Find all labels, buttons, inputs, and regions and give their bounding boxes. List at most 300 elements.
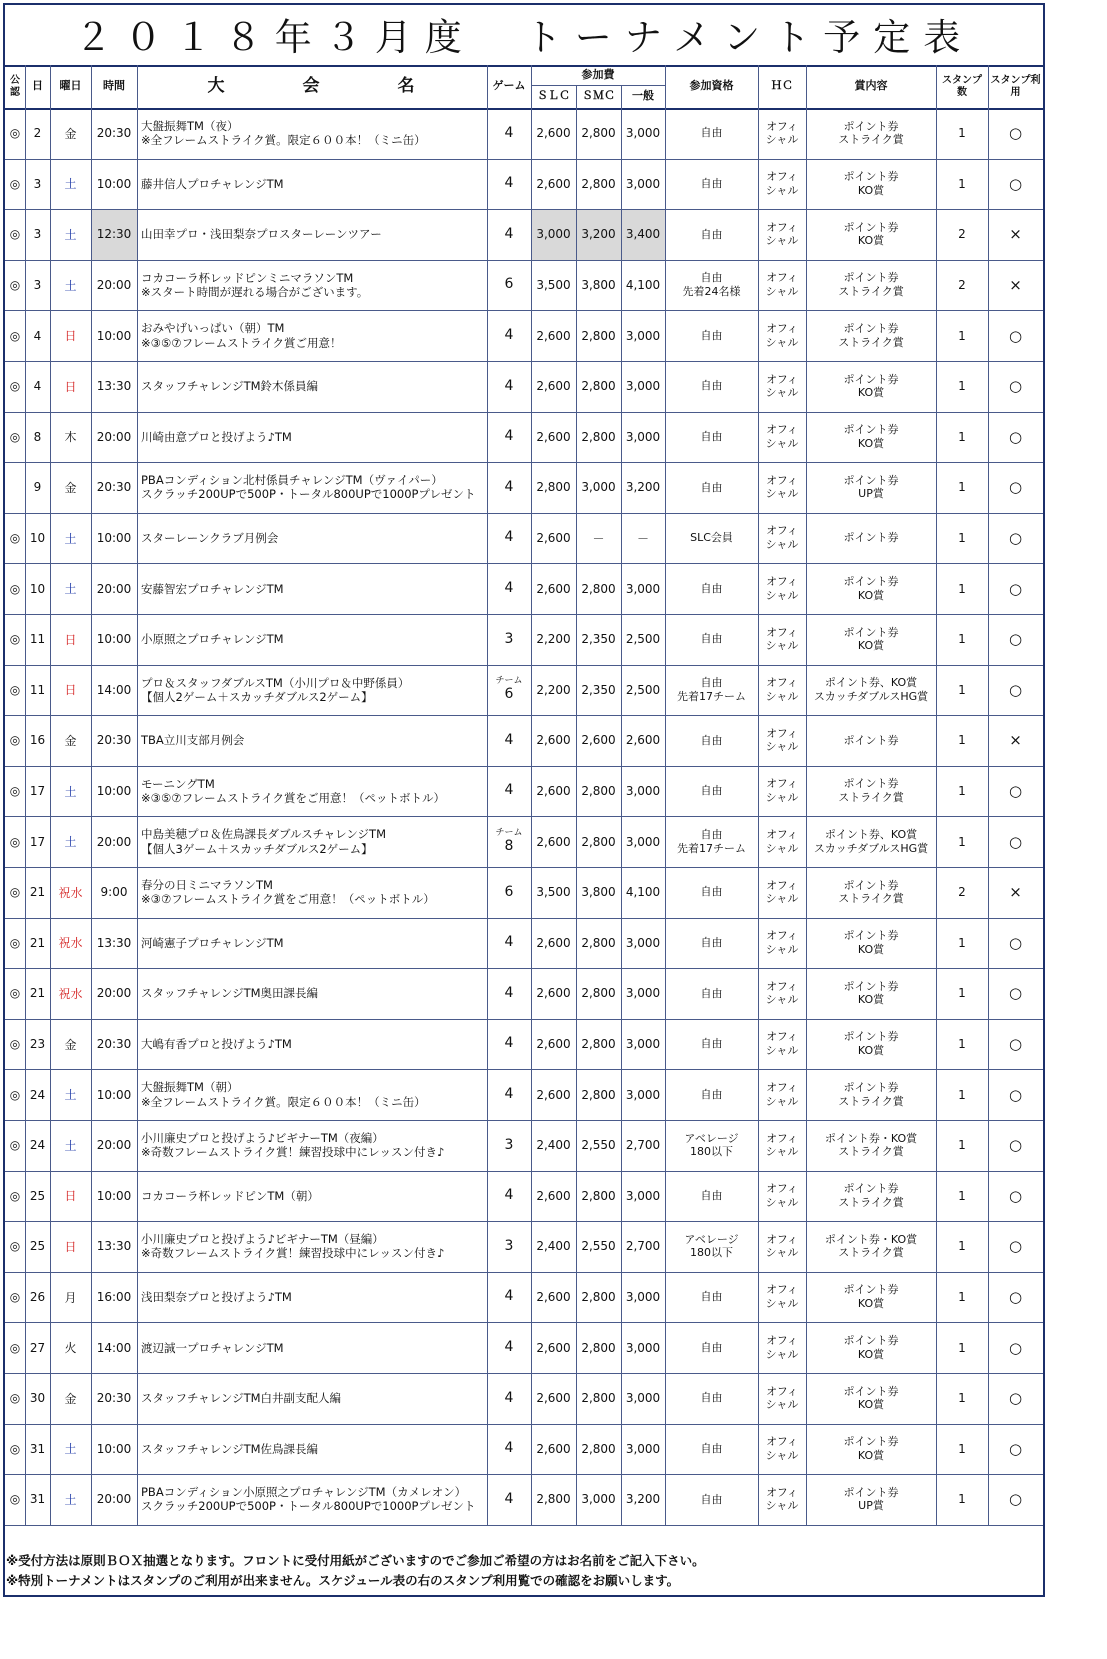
eligibility-cell <box>665 665 758 716</box>
games-count: 4 <box>504 579 514 596</box>
prize-line1: ポイント券 <box>843 531 899 545</box>
day-cell: 23 <box>29 1037 46 1052</box>
prize-line1: ポイント券 <box>843 321 899 335</box>
hc-cell <box>758 1171 806 1222</box>
games-cell <box>487 766 531 817</box>
hc-cell <box>758 412 806 463</box>
row-divider <box>5 1525 1043 1526</box>
eligibility-line1: 自由 <box>700 1391 723 1405</box>
games-count: 8 <box>504 837 514 854</box>
fee-smc: 2,800 <box>581 176 616 191</box>
hc-cell <box>758 614 806 665</box>
prize-cell <box>806 1272 936 1323</box>
games-cell <box>487 918 531 969</box>
weekday-cell: 土 <box>64 784 77 799</box>
tournament-name-cell <box>137 412 487 463</box>
prize-cell <box>806 715 936 766</box>
prize-line2: ストライク賞 <box>838 1195 904 1209</box>
column-divider <box>50 65 51 1525</box>
hc-line1: オフィ <box>766 1384 798 1398</box>
fee-smc: 2,800 <box>581 1087 616 1102</box>
games-cell <box>487 1474 531 1525</box>
hc-line2: シャル <box>765 285 799 299</box>
stamp-use-cell: ○ <box>1008 1186 1023 1205</box>
games-count: 6 <box>504 276 514 293</box>
tournament-name: PBAコンディション北村係員チャレンジTM（ヴァイパー） <box>141 473 443 488</box>
tournament-note: ※③⑦フレームストライク賞をご用意！（ペットボトル） <box>141 892 435 907</box>
eligibility-line1: 自由 <box>700 936 723 950</box>
day-cell: 2 <box>33 126 42 141</box>
fee-smc: 2,800 <box>581 126 616 141</box>
weekday-cell: 土 <box>64 1088 77 1103</box>
hc-cell <box>758 1474 806 1525</box>
games-cell <box>487 1221 531 1272</box>
prize-line2: ストライク賞 <box>838 133 904 147</box>
prize-line2: ストライク賞 <box>838 285 904 299</box>
eligibility-cell <box>665 462 758 513</box>
row-divider <box>5 1171 1043 1172</box>
prize-line2: KO賞 <box>857 1448 885 1462</box>
hc-line1: オフィ <box>766 1232 798 1246</box>
stamp-use-cell: ○ <box>1008 1136 1023 1155</box>
hc-line1: オフィ <box>766 1030 798 1044</box>
stamp-use-cell: ○ <box>1008 1490 1023 1509</box>
games-count: 4 <box>504 1035 514 1052</box>
eligibility-line1: 自由 <box>700 328 723 342</box>
header-slc: ＳＬＣ <box>537 89 570 103</box>
tournament-name: 川崎由意プロと投げよう♪TM <box>141 429 292 444</box>
eligibility-line1: 自由 <box>700 1492 723 1506</box>
hc-cell <box>758 766 806 817</box>
prize-line1: ポイント券 <box>843 170 899 184</box>
fee-general: 4,100 <box>625 885 661 900</box>
prize-line2: KO賞 <box>857 436 885 450</box>
fee-general: 3,000 <box>625 176 661 191</box>
day-cell: 17 <box>29 784 46 799</box>
games-cell <box>487 1424 531 1475</box>
fee-general: 3,200 <box>625 1492 661 1507</box>
fee-slc: 2,600 <box>536 1037 571 1052</box>
weekday-cell: 金 <box>64 733 77 748</box>
fee-smc: 2,600 <box>581 733 616 748</box>
prize-line2: KO賞 <box>857 942 885 956</box>
stamp-use-cell: × <box>1009 276 1022 295</box>
stamp-use-cell: ○ <box>1008 1389 1023 1408</box>
hc-line1: オフィ <box>766 1435 798 1449</box>
prize-line1: ポイント券 <box>843 423 899 437</box>
prize-cell <box>806 1019 936 1070</box>
weekday-cell: 土 <box>64 531 77 546</box>
games-cell <box>487 968 531 1019</box>
tournament-note: スクラッチ200UPで500P・トータル800UPで1000Pプレゼント <box>141 1499 476 1514</box>
prize-cell <box>806 867 936 918</box>
games-cell <box>487 816 531 867</box>
tournament-name: 小川廉史プロと投げよう♪ビギナーTM（夜編） <box>141 1130 384 1145</box>
tournament-name-cell <box>137 1474 487 1525</box>
hc-line2: シャル <box>765 234 799 248</box>
games-cell <box>487 209 531 260</box>
games-count: 6 <box>504 883 514 900</box>
games-count: 4 <box>504 377 514 394</box>
weekday-cell: 日 <box>64 1239 77 1254</box>
fee-general: 3,000 <box>625 1391 661 1406</box>
eligibility-line1: 自由 <box>700 1037 723 1051</box>
time-cell: 14:00 <box>96 1340 132 1355</box>
hc-line1: オフィ <box>766 423 798 437</box>
time-cell: 14:00 <box>96 682 132 697</box>
stamp-use-cell: ○ <box>1008 377 1023 396</box>
games-count: 4 <box>504 1288 514 1305</box>
header-weekday: 曜日 <box>59 79 82 93</box>
time-cell: 20:30 <box>96 480 132 495</box>
weekday-cell: 日 <box>64 379 77 394</box>
hc-line1: オフィ <box>766 1485 798 1499</box>
row-divider <box>5 1322 1043 1323</box>
day-cell: 25 <box>29 1188 46 1203</box>
hc-cell <box>758 159 806 210</box>
fee-general: 3,000 <box>625 379 661 394</box>
eligibility-cell <box>665 1322 758 1373</box>
fee-smc: 2,800 <box>581 986 616 1001</box>
games-cell <box>487 108 531 159</box>
eligibility-line2: 180以下 <box>690 1145 733 1159</box>
eligibility-cell <box>665 816 758 867</box>
prize-cell <box>806 563 936 614</box>
prize-line1: ポイント券 <box>843 1435 899 1449</box>
tournament-name-cell <box>137 1272 487 1323</box>
weekday-cell: 月 <box>64 1290 77 1305</box>
hc-line1: オフィ <box>766 524 798 538</box>
tournament-name: 安藤智宏プロチャレンジTM <box>141 581 284 596</box>
prize-line2: KO賞 <box>857 1347 885 1361</box>
stamps-cell: 1 <box>958 429 966 444</box>
official-mark: ◎ <box>9 682 21 697</box>
day-cell: 21 <box>29 986 46 1001</box>
prize-line2: ストライク賞 <box>838 335 904 349</box>
eligibility-cell <box>665 108 758 159</box>
hc-cell <box>758 209 806 260</box>
tournament-name: 大盤振舞TM（朝） <box>141 1080 239 1095</box>
fee-general: 3,000 <box>625 1441 661 1456</box>
stamp-use-cell: ○ <box>1008 1085 1023 1104</box>
time-cell: 10:00 <box>96 1441 132 1456</box>
hc-line1: オフィ <box>766 473 798 487</box>
tournament-note: ※③⑤⑦フレームストライク賞ご用意！ <box>141 335 342 350</box>
tournament-name-cell <box>137 209 487 260</box>
prize-line1: ポイント券 <box>843 1182 899 1196</box>
row-divider <box>5 1120 1043 1121</box>
time-cell: 20:30 <box>96 1391 132 1406</box>
tournament-name: 河崎憲子プロチャレンジTM <box>141 935 284 950</box>
tournament-note: スクラッチ200UPで500P・トータル800UPで1000Pプレゼント <box>141 487 476 502</box>
stamp-use-cell: ○ <box>1008 124 1023 143</box>
day-cell: 4 <box>33 328 42 343</box>
weekday-cell: 土 <box>64 1138 77 1153</box>
tournament-name: 山田幸プロ・浅田梨奈プロスターレーンツアー <box>141 227 382 242</box>
fee-slc: 2,600 <box>536 328 571 343</box>
fee-slc: 2,800 <box>536 1492 571 1507</box>
eligibility-line1: 自由 <box>700 227 723 241</box>
weekday-cell: 祝水 <box>58 936 83 951</box>
hc-cell <box>758 1221 806 1272</box>
fee-general: 3,000 <box>625 784 661 799</box>
eligibility-line1: 自由 <box>700 126 723 140</box>
tournament-name: コカコーラ杯レッドピンTM（朝） <box>141 1188 319 1203</box>
fee-smc: 2,350 <box>581 632 616 647</box>
hc-line1: オフィ <box>766 726 798 740</box>
day-cell: 8 <box>33 429 42 444</box>
tournament-name-cell <box>137 513 487 564</box>
fee-smc: 2,800 <box>581 1340 616 1355</box>
fee-smc: 2,800 <box>581 935 616 950</box>
fee-smc: 2,800 <box>581 1290 616 1305</box>
time-cell: 20:30 <box>96 126 132 141</box>
fee-smc: 2,800 <box>581 1441 616 1456</box>
eligibility-cell <box>665 1373 758 1424</box>
fee-general: 3,000 <box>625 126 661 141</box>
hc-line1: オフィ <box>766 777 798 791</box>
row-divider <box>5 1474 1043 1475</box>
row-divider <box>531 85 665 86</box>
official-mark: ◎ <box>9 531 21 546</box>
fee-slc: 2,600 <box>536 733 571 748</box>
eligibility-cell <box>665 1272 758 1323</box>
eligibility-line1: 自由 <box>700 177 723 191</box>
games-count: 3 <box>504 630 514 647</box>
footer-note-2: ※特別トーナメントはスタンプのご利用が出来ません。スケジュール表の右のスタンプ利用覧での確認をお願いします。 <box>6 1573 680 1588</box>
fee-slc: 2,200 <box>536 682 571 697</box>
prize-line2: ストライク賞 <box>838 791 904 805</box>
row-divider <box>5 412 1043 413</box>
hc-cell <box>758 665 806 716</box>
stamps-cell: 1 <box>958 328 966 343</box>
eligibility-line1: 自由 <box>700 581 723 595</box>
row-divider <box>5 260 1043 261</box>
hc-line2: シャル <box>765 133 799 147</box>
team-label: チーム <box>495 828 523 839</box>
row-divider <box>5 65 1043 67</box>
tournament-name-cell <box>137 614 487 665</box>
fee-smc: 2,800 <box>581 379 616 394</box>
header-smc: ＳＭＣ <box>582 89 615 103</box>
hc-line1: オフィ <box>766 321 798 335</box>
row-divider <box>5 361 1043 362</box>
stamps-cell: 1 <box>958 682 966 697</box>
games-cell <box>487 1019 531 1070</box>
column-divider <box>137 65 138 1525</box>
tournament-name: TBA立川支部月例会 <box>141 733 245 748</box>
stamps-cell: 1 <box>958 480 966 495</box>
stamps-cell: 1 <box>958 1138 966 1153</box>
fee-slc: 2,800 <box>536 480 571 495</box>
fee-slc: 2,600 <box>536 986 571 1001</box>
tournament-name-cell <box>137 918 487 969</box>
games-cell <box>487 1272 531 1323</box>
fee-general: 3,000 <box>625 1188 661 1203</box>
tournament-name: 大嶋有香プロと投げよう♪TM <box>141 1036 292 1051</box>
fee-slc: 2,600 <box>536 834 571 849</box>
stamp-use-cell: ○ <box>1008 1288 1023 1307</box>
eligibility-line1: 自由 <box>700 885 723 899</box>
eligibility-cell <box>665 1069 758 1120</box>
time-cell: 10:00 <box>96 176 132 191</box>
time-cell: 10:00 <box>96 531 132 546</box>
prize-cell <box>806 209 936 260</box>
fee-slc: 2,600 <box>536 784 571 799</box>
row-divider <box>5 462 1043 463</box>
stamps-cell: 1 <box>958 1492 966 1507</box>
prize-line2: UP賞 <box>858 1499 884 1513</box>
fee-slc: 2,600 <box>536 935 571 950</box>
stamp-use-cell: ○ <box>1008 1237 1023 1256</box>
day-cell: 3 <box>33 176 42 191</box>
games-count: 4 <box>504 1490 514 1507</box>
fee-smc: 2,550 <box>581 1239 616 1254</box>
prize-line2: KO賞 <box>857 1297 885 1311</box>
games-cell <box>487 260 531 311</box>
tournament-note: ※③⑤⑦フレームストライク賞をご用意！（ペットボトル） <box>141 791 446 806</box>
tournament-name: 春分の日ミニマラソンTM <box>141 877 273 892</box>
fee-slc: 2,600 <box>536 581 571 596</box>
hc-line1: オフィ <box>766 827 798 841</box>
hc-cell <box>758 968 806 1019</box>
stamp-use-cell: ○ <box>1008 579 1023 598</box>
time-cell: 20:00 <box>96 1492 132 1507</box>
fee-smc: 3,800 <box>581 885 616 900</box>
hc-line1: オフィ <box>766 1283 798 1297</box>
prize-cell <box>806 1171 936 1222</box>
hc-line2: シャル <box>765 791 799 805</box>
prize-line2: ストライク賞 <box>838 892 904 906</box>
stamp-use-cell: × <box>1009 883 1022 902</box>
prize-line1: ポイント券 <box>843 473 899 487</box>
tournament-name: スタッフチャレンジTM佐鳥課長編 <box>141 1441 319 1456</box>
stamps-cell: 1 <box>958 1340 966 1355</box>
tournament-name-cell <box>137 816 487 867</box>
fee-general: 3,000 <box>625 1290 661 1305</box>
eligibility-line2: 180以下 <box>690 1246 733 1260</box>
weekday-cell: 土 <box>64 227 77 242</box>
time-cell: 16:00 <box>96 1290 132 1305</box>
games-count: 4 <box>504 478 514 495</box>
eligibility-cell <box>665 1019 758 1070</box>
stamps-cell: 1 <box>958 834 966 849</box>
prize-cell <box>806 462 936 513</box>
row-divider <box>5 563 1043 564</box>
hc-line1: オフィ <box>766 119 798 133</box>
fee-smc: 2,800 <box>581 784 616 799</box>
weekday-cell: 金 <box>64 1391 77 1406</box>
prize-line1: ポイント券、KO賞 <box>824 827 918 841</box>
header-hc: ＨＣ <box>771 79 793 93</box>
stamp-use-cell: ○ <box>1008 1338 1023 1357</box>
hc-line2: シャル <box>765 1448 799 1462</box>
official-mark: ◎ <box>9 1441 21 1456</box>
prize-line1: ポイント券 <box>843 1080 899 1094</box>
day-cell: 10 <box>29 531 46 546</box>
stamp-use-cell: × <box>1009 225 1022 244</box>
games-cell <box>487 614 531 665</box>
tournament-name-cell <box>137 260 487 311</box>
hc-cell <box>758 1272 806 1323</box>
row-divider <box>5 1272 1043 1273</box>
row-divider <box>5 1373 1043 1374</box>
fee-smc: 2,350 <box>581 682 616 697</box>
eligibility-line1: 自由 <box>700 1290 723 1304</box>
prize-line1: ポイント券 <box>843 878 899 892</box>
hc-cell <box>758 1069 806 1120</box>
official-mark: ◎ <box>9 986 21 1001</box>
hc-line2: シャル <box>765 1499 799 1513</box>
column-divider <box>531 65 532 1525</box>
eligibility-cell <box>665 1474 758 1525</box>
tournament-name-cell <box>137 1424 487 1475</box>
games-count: 4 <box>504 782 514 799</box>
eligibility-line1: SLC会員 <box>690 531 733 545</box>
official-mark: ◎ <box>9 632 21 647</box>
prize-line1: ポイント券・KO賞 <box>824 1232 918 1246</box>
row-divider <box>5 766 1043 767</box>
prize-line2: KO賞 <box>857 639 885 653</box>
prize-line2: KO賞 <box>857 1044 885 1058</box>
stamps-cell: 1 <box>958 733 966 748</box>
tournament-name: モーニングTM <box>141 776 215 791</box>
stamps-cell: 1 <box>958 1037 966 1052</box>
weekday-cell: 土 <box>64 582 77 597</box>
day-cell: 11 <box>29 682 46 697</box>
fee-smc: 3,200 <box>576 209 621 260</box>
tournament-name-cell <box>137 1373 487 1424</box>
prize-line2: ストライク賞 <box>838 1246 904 1260</box>
hc-line2: シャル <box>765 1398 799 1412</box>
eligibility-line1: 自由 <box>700 733 723 747</box>
eligibility-line1: アベレージ <box>684 1131 739 1145</box>
time-cell: 10:00 <box>96 784 132 799</box>
prize-cell <box>806 159 936 210</box>
prize-line1: ポイント券 <box>843 1283 899 1297</box>
weekday-cell: 土 <box>64 278 77 293</box>
stamps-cell: 1 <box>958 986 966 1001</box>
day-cell: 30 <box>29 1391 46 1406</box>
hc-line2: シャル <box>765 841 799 855</box>
fee-general: 3,000 <box>625 328 661 343</box>
time-cell: 9:00 <box>100 885 128 900</box>
hc-line2: シャル <box>765 487 799 501</box>
prize-line2: KO賞 <box>857 588 885 602</box>
official-mark: ◎ <box>9 1087 21 1102</box>
stamp-use-cell: ○ <box>1008 984 1023 1003</box>
fee-smc: 2,800 <box>581 429 616 444</box>
hc-cell <box>758 867 806 918</box>
prize-cell <box>806 513 936 564</box>
eligibility-line1: 自由 <box>700 986 723 1000</box>
official-mark: ◎ <box>9 126 21 141</box>
row-divider <box>5 918 1043 919</box>
stamps-cell: 1 <box>958 176 966 191</box>
stamps-cell: 1 <box>958 1188 966 1203</box>
fee-general: 2,500 <box>625 682 661 697</box>
hc-line2: シャル <box>765 639 799 653</box>
stamps-cell: 2 <box>958 278 966 293</box>
games-cell <box>487 715 531 766</box>
fee-smc: － <box>592 531 605 546</box>
day-cell: 17 <box>29 834 46 849</box>
row-divider <box>5 715 1043 716</box>
hc-line2: シャル <box>765 335 799 349</box>
prize-line1: ポイント券 <box>843 220 899 234</box>
day-cell: 26 <box>29 1290 46 1305</box>
fee-general: 3,000 <box>625 986 661 1001</box>
